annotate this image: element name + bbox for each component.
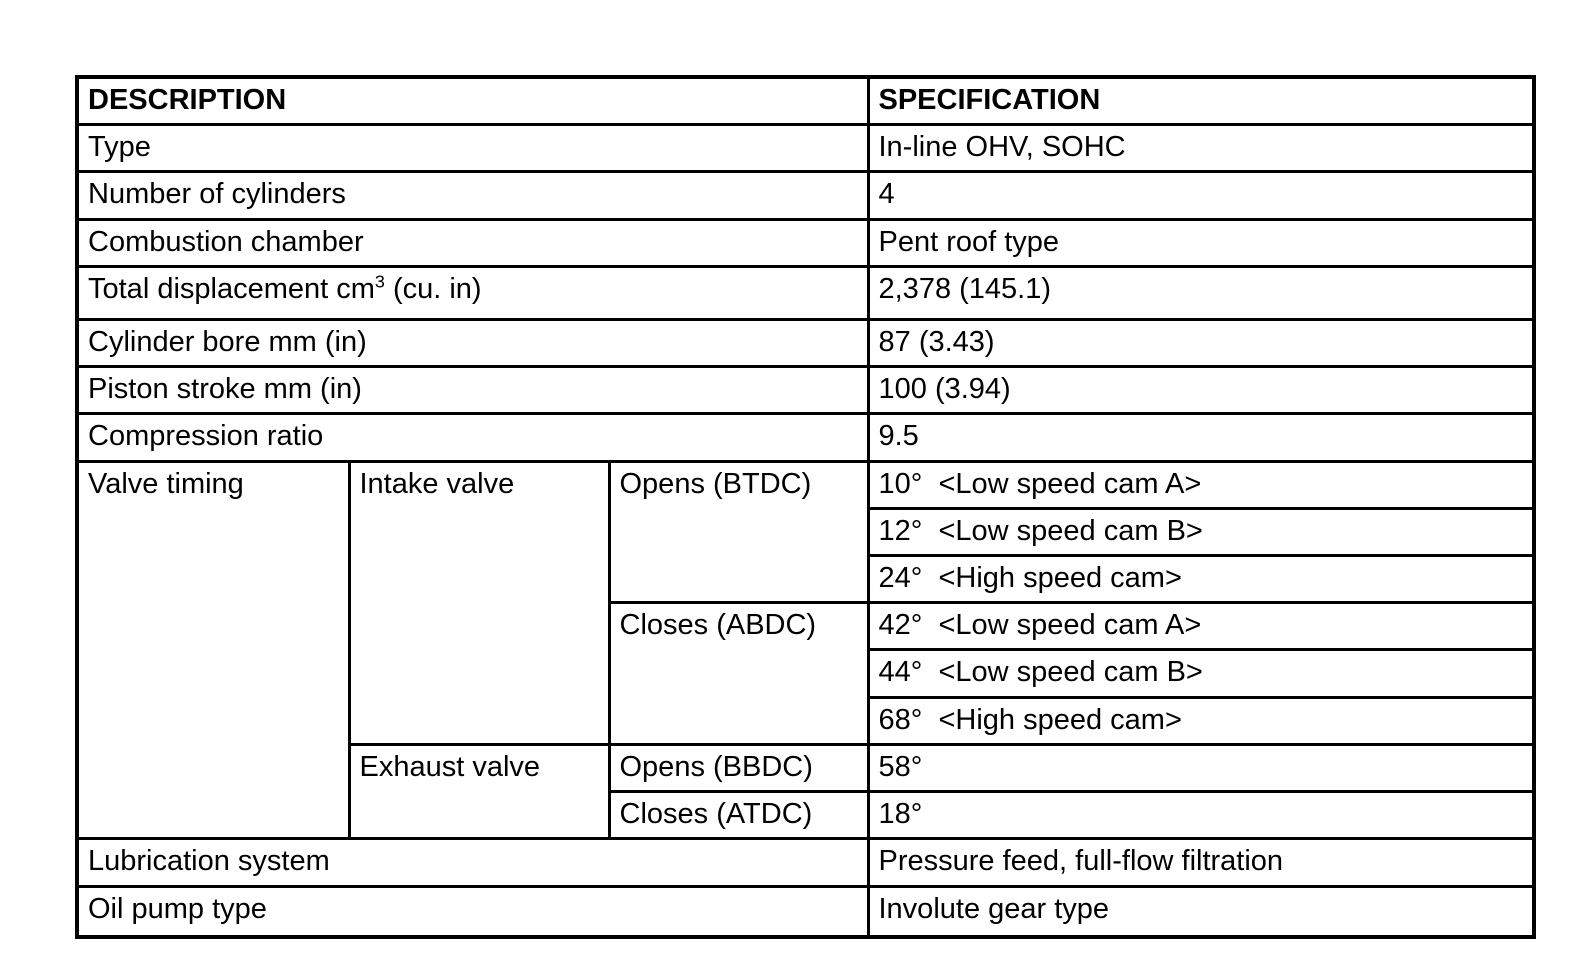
cell-compression-ratio-value: 9.5 [868,414,1534,461]
cell-intake-closes-value-low-cam-a: 42° <Low speed cam A> [868,603,1534,650]
cell-intake-opens-value-low-cam-a: 10° <Low speed cam A> [868,461,1534,508]
cell-exhaust-opens-value: 58° [868,744,1534,791]
header-row [77,77,1534,125]
table-row [77,319,1534,366]
cell-exhaust-valve-label: Exhaust valve [349,744,609,838]
cell-exhaust-opens-label: Opens (BBDC) [609,744,868,791]
displacement-label-suffix: (cu. in) [384,272,482,305]
table-row [77,266,1534,319]
cell-cylinder-bore-label: Cylinder bore mm (in) [77,319,868,366]
cell-intake-closes-label: Closes (ABDC) [609,603,868,745]
column-header-specification: SPECIFICATION [868,77,1534,125]
engine-specification-table [75,75,1536,939]
cell-cylinders-value: 4 [868,172,1534,219]
cell-cylinders-label: Number of cylinders [77,172,868,219]
table-row [77,461,1534,508]
cell-valve-timing-label: Valve timing [77,461,349,839]
table-row [77,839,1534,886]
cell-piston-stroke-label: Piston stroke mm (in) [77,367,868,414]
cell-exhaust-closes-label: Closes (ATDC) [609,792,868,839]
cell-cylinder-bore-value: 87 (3.43) [868,319,1534,366]
cell-exhaust-closes-value: 18° [868,792,1534,839]
cell-oil-pump-value: Involute gear type [868,886,1534,937]
cell-oil-pump-label: Oil pump type [77,886,868,937]
cell-lubrication-label: Lubrication system [77,839,868,886]
table-row [77,414,1534,461]
cell-combustion-chamber-label: Combustion chamber [77,219,868,266]
cell-intake-opens-label: Opens (BTDC) [609,461,868,603]
table-row [77,172,1534,219]
cell-displacement-label [77,266,868,319]
displacement-label-superscript: 3 [374,271,385,292]
cell-intake-closes-value-low-cam-b: 44° <Low speed cam B> [868,650,1534,697]
table-row [77,219,1534,266]
cell-type-label: Type [77,125,868,172]
cell-lubrication-value: Pressure feed, full-flow filtration [868,839,1534,886]
cell-combustion-chamber-value: Pent roof type [868,219,1534,266]
cell-displacement-value: 2,378 (145.1) [868,266,1534,319]
cell-intake-valve-label: Intake valve [349,461,609,744]
cell-intake-opens-value-high-cam: 24° <High speed cam> [868,555,1534,602]
displacement-label-prefix: Total displacement cm [88,272,375,305]
cell-type-value: In-line OHV, SOHC [868,125,1534,172]
cell-intake-opens-value-low-cam-b: 12° <Low speed cam B> [868,508,1534,555]
table-row [77,886,1534,937]
table-row [77,367,1534,414]
table-row [77,125,1534,172]
cell-intake-closes-value-high-cam: 68° <High speed cam> [868,697,1534,744]
cell-compression-ratio-label: Compression ratio [77,414,868,461]
cell-piston-stroke-value: 100 (3.94) [868,367,1534,414]
column-header-description: DESCRIPTION [77,77,868,125]
